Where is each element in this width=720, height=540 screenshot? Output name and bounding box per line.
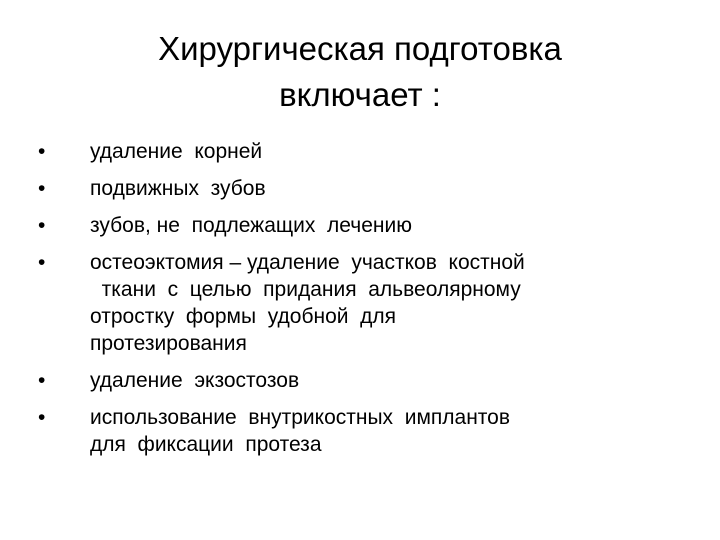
bullet-text-line-1: остеоэктомия – удаление участков костной [90, 251, 525, 274]
bullet-icon: • [38, 369, 46, 392]
slide-title [40, 26, 680, 118]
bullet-text: удаление экзостозов [90, 369, 300, 392]
bullet-text: зубов, не подлежащих лечению [90, 214, 412, 237]
bullet-item-mobile-teeth [0, 175, 680, 202]
bullet-text-line-2: ткани с целью придания альвеолярному [90, 278, 521, 301]
bullet-item-osteoectomy [0, 249, 680, 357]
bullet-text-line-2: для фиксации протеза [90, 433, 322, 456]
title-line-1: Хирургическая подготовка [158, 30, 562, 67]
bullet-item-remove-roots [0, 138, 680, 165]
bullet-item-implants [0, 404, 680, 458]
bullet-text: подвижных зубов [90, 177, 266, 200]
bullet-icon: • [38, 251, 46, 274]
bullet-icon: • [38, 177, 46, 200]
bullet-list [0, 138, 720, 468]
bullet-icon: • [38, 214, 46, 237]
bullet-text: удаление корней [90, 140, 263, 163]
bullet-icon: • [38, 406, 46, 429]
title-line-2: включает : [279, 76, 441, 113]
bullet-item-exostoses [0, 367, 680, 394]
bullet-icon: • [38, 140, 46, 163]
bullet-text-line-1: использование внутрикостных имплантов [90, 406, 511, 429]
bullet-text-line-4: протезирования [90, 332, 247, 355]
bullet-text-line-3: отростку формы удобной для [90, 305, 397, 328]
bullet-item-untreatable-teeth [0, 212, 680, 239]
